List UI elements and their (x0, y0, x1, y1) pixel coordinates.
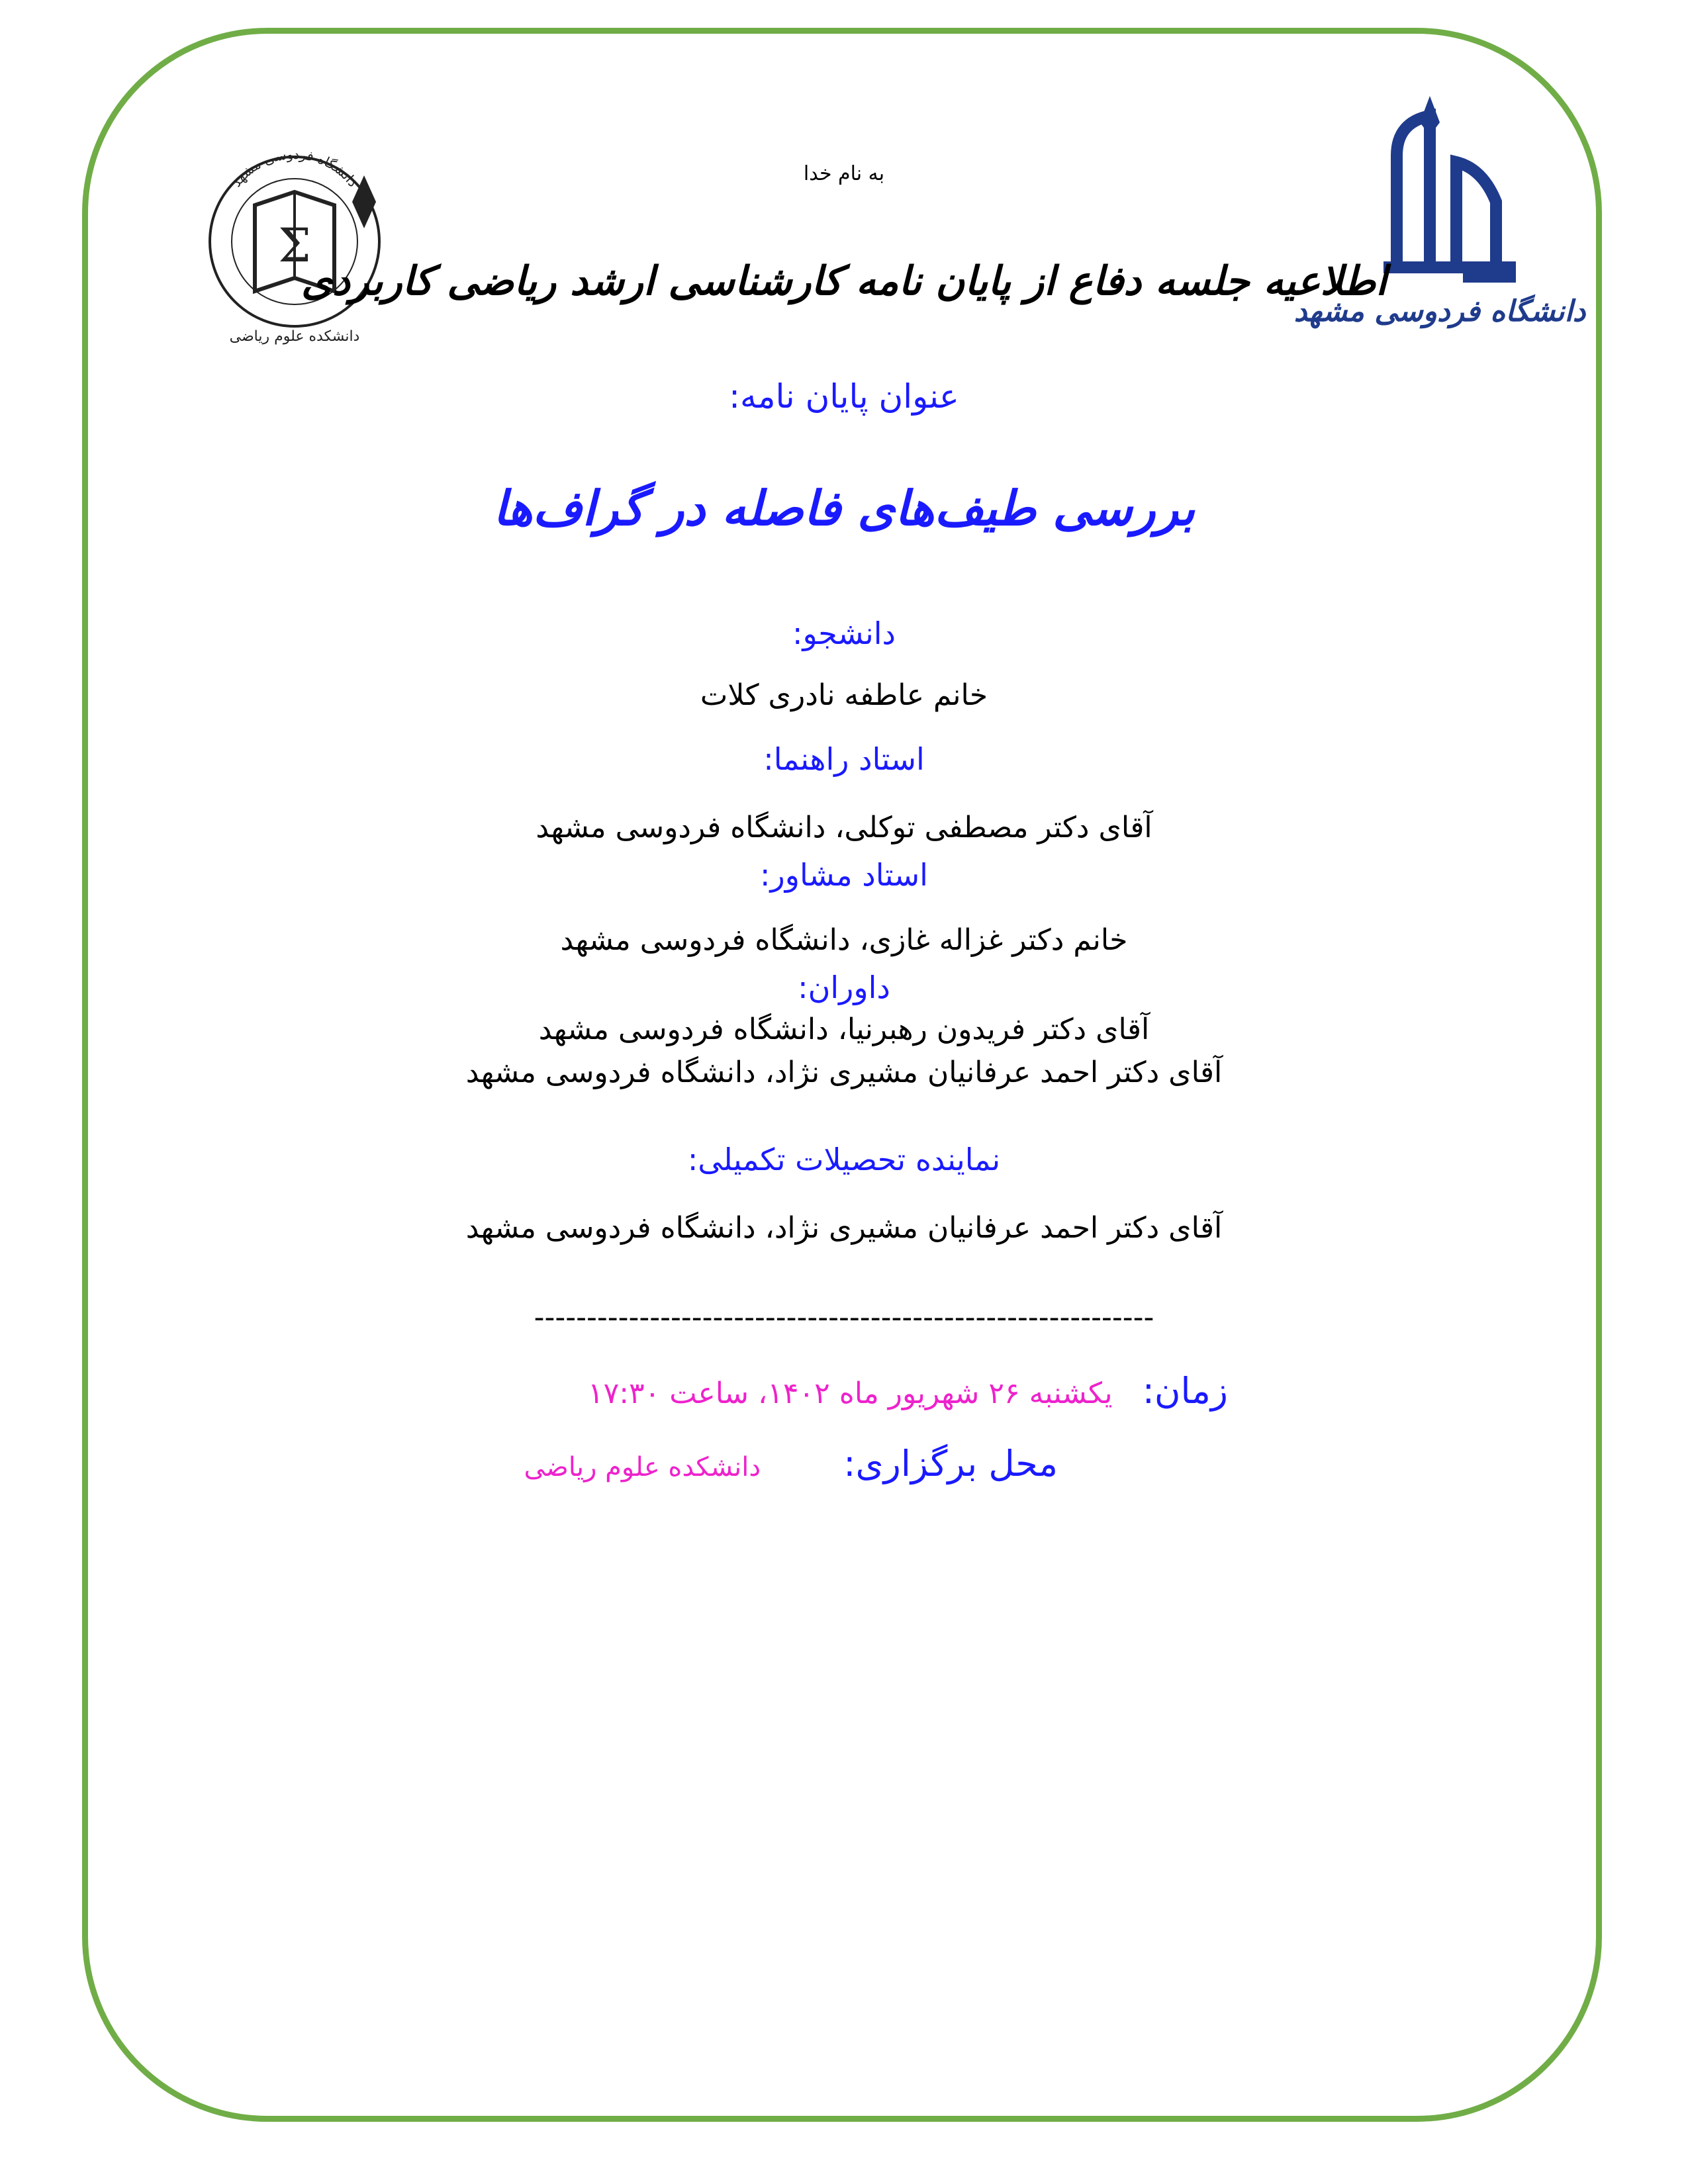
supervisor-name: آقای دکتر مصطفی توکلی، دانشگاه فردوسی مشهد (536, 811, 1152, 844)
faculty-logo-caption: دانشکده علوم ریاضی (229, 328, 360, 345)
university-logo-caption: دانشگاه فردوسی مشهد (1293, 295, 1586, 328)
place-row (524, 1443, 1058, 1484)
student-name: خانم عاطفه نادری کلات (700, 678, 988, 712)
separator-line: ----------------------------------------------------------- (534, 1300, 1154, 1334)
time-value: یکشنبه ۲۶ شهریور ماه ۱۴۰۲، ساعت ۱۷:۳۰ (587, 1377, 1113, 1410)
graduate-rep-name: آقای دکتر احمد عرفانیان مشیری نژاد، دانشگاه فردوسی مشهد (465, 1211, 1223, 1245)
bismillah: به نام خدا (803, 162, 885, 185)
svg-text:Σ: Σ (278, 218, 311, 273)
graduate-rep-label: نماینده تحصیلات تکمیلی: (687, 1142, 1001, 1177)
advisor-label: استاد مشاور: (760, 857, 928, 893)
referee-name: آقای دکتر فریدون رهبرنیا، دانشگاه فردوسی مشهد (538, 1013, 1150, 1046)
place-label: محل برگزاری: (843, 1443, 1058, 1484)
student-label: دانشجو: (792, 615, 896, 651)
supervisor-label: استاد راهنما: (763, 741, 925, 777)
thesis-title: بررسی طیف‌های فاصله در گراف‌ها (492, 480, 1196, 536)
faculty-logo-arc-text: دانشگاه فردوسی مشهد (228, 146, 361, 190)
time-label: زمان: (1142, 1370, 1228, 1412)
referees-label: داوران: (798, 970, 890, 1005)
page-title: اطلاعیه جلسه دفاع از پایان نامه کارشناسی ارشد ریاضی کاربردی (301, 258, 1387, 304)
time-row (588, 1370, 1228, 1412)
place-value: دانشکده علوم ریاضی (524, 1452, 761, 1482)
advisor-name: خانم دکتر غزاله غازی، دانشگاه فردوسی مشهد (560, 923, 1128, 957)
thesis-label: عنوان پایان نامه: (729, 377, 959, 416)
referee-name: آقای دکتر احمد عرفانیان مشیری نژاد، دانشگاه فردوسی مشهد (465, 1056, 1223, 1089)
